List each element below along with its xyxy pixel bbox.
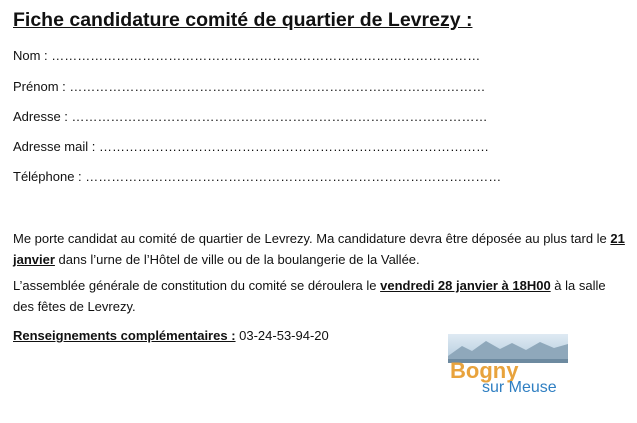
bogny-sur-meuse-logo bbox=[448, 334, 568, 394]
assembly-text-start: L’assemblée générale de constitution du comité se déroulera le bbox=[13, 278, 381, 293]
logo-text-sur-meuse: sur Meuse bbox=[482, 379, 557, 394]
deadline-date: 21 janvier bbox=[13, 231, 625, 267]
address-field: Adresse : …………………………………………………………………………………… bbox=[13, 109, 488, 124]
candidacy-paragraph bbox=[13, 228, 625, 270]
phone-field: Téléphone : …………………………………………………………………………………… bbox=[13, 169, 502, 184]
assembly-paragraph bbox=[13, 275, 625, 317]
page-title: Fiche candidature comité de quartier de Levrezy : bbox=[13, 9, 473, 31]
email-field: Adresse mail : ……………………………………………………………………………… bbox=[13, 139, 489, 154]
info-label: Renseignements complémentaires : bbox=[13, 328, 236, 343]
assembly-text-end: à la salle des fêtes de Levrezy. bbox=[13, 278, 606, 314]
firstname-field: Prénom : …………………………………………………………………………………… bbox=[13, 79, 486, 94]
assembly-date: vendredi 28 janvier à 18H00 bbox=[380, 278, 551, 293]
candidacy-text-start: Me porte candidat au comité de quartier de Levrezy. Ma candidature devra être déposée au plus tard le bbox=[13, 231, 611, 246]
name-field: Nom : ……………………………………………………………………………………… bbox=[13, 48, 481, 63]
logo-text-bogny: Bogny bbox=[450, 358, 519, 383]
candidacy-text-end: dans l’urne de l’Hôtel de ville ou de la boulangerie de la Vallée. bbox=[54, 252, 420, 267]
info-phone: 03-24-53-94-20 bbox=[235, 328, 329, 343]
